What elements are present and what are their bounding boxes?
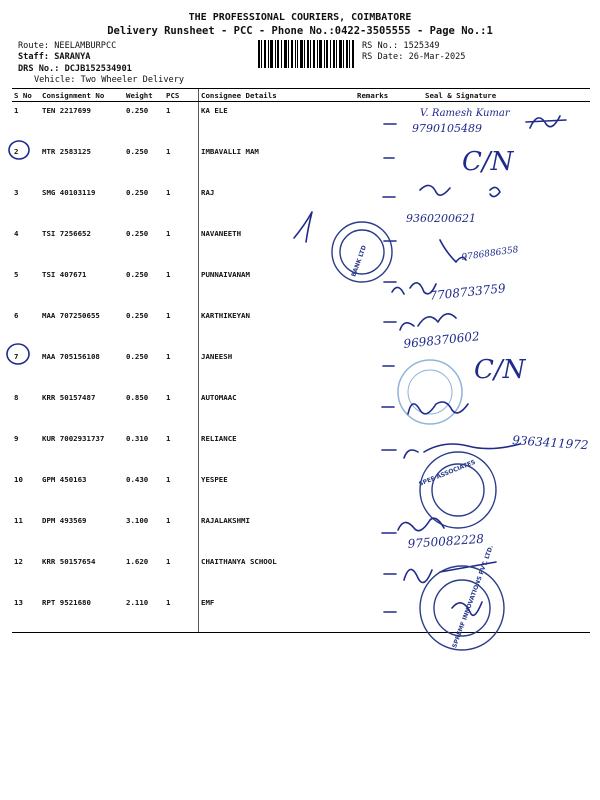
- cell-remarks: [355, 553, 399, 594]
- cell-pcs: 1: [166, 557, 171, 566]
- cell-signature: [399, 307, 590, 348]
- cell-pcs: 1: [166, 229, 171, 238]
- cell-weight: 0.850: [126, 393, 149, 402]
- cell-signature: [399, 184, 590, 225]
- cell-pcs: 1: [166, 516, 171, 525]
- cell-consignment: KRR 50157487: [42, 393, 96, 402]
- cell-sno: 2: [14, 147, 19, 156]
- cell-sno: 12: [14, 557, 23, 566]
- table-row: [12, 389, 590, 430]
- cell-consignment: TSI 7256652: [42, 229, 91, 238]
- cell-remarks: [355, 102, 399, 144]
- cell-consignee: EMF: [199, 594, 356, 633]
- cell-consignee: RELIANCE: [199, 430, 356, 471]
- cell-remarks: [355, 266, 399, 307]
- rs-number: RS No.: 1525349: [362, 41, 440, 51]
- cell-consignee: YESPEE: [199, 471, 356, 512]
- cell-sno: 3: [14, 188, 19, 197]
- hw-mark-row2: C/N: [462, 147, 514, 177]
- cell-remarks: [355, 307, 399, 348]
- cell-consignment: DPM 493569: [42, 516, 87, 525]
- col-consignee: Consignee Details: [199, 89, 356, 102]
- cell-consignment: MAA 705156108: [42, 352, 100, 361]
- cell-weight: 0.250: [126, 188, 149, 197]
- cell-consignment: RPT 9521680: [40, 594, 124, 633]
- cell-weight: 0.250: [126, 106, 149, 115]
- cell-signature: [399, 594, 590, 633]
- svg-text:SPEE ASSOCIATES: SPEE ASSOCIATES: [417, 458, 477, 488]
- col-pcs: PCS: [164, 89, 199, 102]
- col-signature: Seal & Signature: [399, 89, 590, 102]
- cell-signature: [399, 143, 590, 184]
- table-header-row: [12, 89, 590, 102]
- cell-pcs: 1: [164, 594, 199, 633]
- hw-phone-row11: 9750082228: [407, 531, 485, 551]
- cell-consignee: IMBAVALLI MAM: [199, 143, 356, 184]
- runsheet-table: [12, 88, 590, 633]
- col-remarks: Remarks: [355, 89, 399, 102]
- cell-pcs: 1: [166, 475, 171, 484]
- cell-signature: [399, 389, 590, 430]
- cell-consignee: JANEESH: [199, 348, 356, 389]
- cell-signature: [399, 266, 590, 307]
- cell-remarks: [355, 389, 399, 430]
- cell-weight: 0.250: [126, 229, 149, 238]
- company-title: THE PROFESSIONAL COURIERS, COIMBATORE: [188, 12, 412, 23]
- runsheet-subtitle: Delivery Runsheet - PCC - Phone No.:0422-3505555 - Page No.:1: [107, 25, 493, 37]
- barcode-image: [258, 40, 354, 68]
- cell-weight: 2.110: [124, 594, 164, 633]
- cell-weight: 0.430: [126, 475, 149, 484]
- cell-consignee: CHAITHANYA SCHOOL: [199, 553, 356, 594]
- cell-sno: 4: [14, 229, 19, 238]
- cell-sno: 6: [14, 311, 19, 320]
- col-consignment: Consignment No: [40, 89, 124, 102]
- staff-label: Staff: SARANYA: [18, 52, 91, 62]
- cell-consignee: PUNNAIVANAM: [199, 266, 356, 307]
- col-sno: S No: [12, 89, 40, 102]
- cell-consignment: MTR 2583125: [42, 147, 91, 156]
- cell-sno: 1: [14, 106, 19, 115]
- cell-pcs: 1: [166, 188, 171, 197]
- cell-consignment: TSI 407671: [42, 270, 87, 279]
- table-row: [12, 553, 590, 594]
- vehicle-label: Vehicle: Two Wheeler Delivery: [34, 75, 185, 85]
- table-row: [12, 102, 590, 144]
- table-row: [12, 225, 590, 266]
- cell-weight: 1.620: [126, 557, 149, 566]
- cell-signature: [399, 225, 590, 266]
- cell-weight: 0.250: [126, 270, 149, 279]
- hw-phone-row5: 7708733759: [428, 281, 507, 303]
- table-row: [12, 266, 590, 307]
- cell-pcs: 1: [166, 147, 171, 156]
- cell-weight: 0.250: [126, 352, 149, 361]
- table-row: [12, 348, 590, 389]
- col-weight: Weight: [124, 89, 164, 102]
- table-row: [12, 512, 590, 553]
- hw-phone-row9: 9363411972: [511, 433, 589, 453]
- hw-phone-row6: 9698370602: [402, 329, 481, 351]
- cell-consignee: RAJALAKSHMI: [199, 512, 356, 553]
- cell-sno: 9: [14, 434, 19, 443]
- cell-remarks: [355, 471, 399, 512]
- rs-date: RS Date: 26-Mar-2025: [362, 52, 466, 62]
- cell-signature: [399, 430, 590, 471]
- table-row: [12, 430, 590, 471]
- cell-weight: 0.250: [126, 311, 149, 320]
- table-row: [12, 471, 590, 512]
- cell-signature: [399, 471, 590, 512]
- cell-consignee: NAVANEETH: [199, 225, 356, 266]
- cell-remarks: [355, 348, 399, 389]
- cell-sno: 11: [14, 516, 23, 525]
- cell-signature: [399, 553, 590, 594]
- cell-pcs: 1: [166, 434, 171, 443]
- hw-name-row1: V. Ramesh Kumar: [420, 108, 510, 119]
- cell-sno: 13: [12, 594, 40, 633]
- table-row: [12, 307, 590, 348]
- cell-pcs: 1: [166, 106, 171, 115]
- svg-text:BANK LTD: BANK LTD: [350, 244, 369, 278]
- cell-remarks: [355, 184, 399, 225]
- hw-phone-row1: 9790105489: [412, 122, 482, 135]
- cell-signature: [399, 102, 590, 144]
- cell-pcs: 1: [166, 270, 171, 279]
- cell-signature: [399, 348, 590, 389]
- cell-consignment: SMG 40103119: [42, 188, 96, 197]
- cell-remarks: [355, 225, 399, 266]
- cell-consignee: KARTHIKEYAN: [199, 307, 356, 348]
- cell-weight: 0.250: [126, 147, 149, 156]
- hw-phone-row4: 9786886358: [461, 245, 520, 263]
- cell-remarks: [355, 594, 399, 633]
- cell-remarks: [355, 143, 399, 184]
- cell-consignee: AUTOMAAC: [199, 389, 356, 430]
- cell-consignment: KUR 7002931737: [42, 434, 105, 443]
- cell-remarks: [355, 430, 399, 471]
- cell-consignee: RAJ: [199, 184, 356, 225]
- route-label: Route: NEELAMBURPCC: [18, 41, 117, 51]
- table-row: [12, 594, 590, 633]
- cell-sno: 8: [14, 393, 19, 402]
- cell-pcs: 1: [166, 311, 171, 320]
- cell-pcs: 1: [166, 352, 171, 361]
- cell-consignment: GPM 450163: [42, 475, 87, 484]
- cell-consignment: MAA 707250655: [42, 311, 100, 320]
- svg-text:SPREMF INNOVATIONS PVT. LTD.: SPREMF INNOVATIONS PVT. LTD.: [451, 544, 495, 650]
- cell-sno: 10: [14, 475, 23, 484]
- cell-sno: 5: [14, 270, 19, 279]
- cell-consignment: KRR 50157654: [42, 557, 96, 566]
- drs-number: DRS No.: DCJB152534901: [18, 64, 132, 74]
- cell-sno: 7: [14, 352, 19, 361]
- hw-mark-row7: C/N: [474, 355, 526, 385]
- table-row: [12, 143, 590, 184]
- cell-weight: 0.310: [126, 434, 149, 443]
- cell-consignee: KA ELE: [199, 102, 356, 144]
- cell-weight: 3.100: [126, 516, 149, 525]
- cell-remarks: [355, 512, 399, 553]
- hw-phone-row3: 9360200621: [406, 212, 476, 225]
- table-row: [12, 184, 590, 225]
- cell-consignment: TEN 2217699: [42, 106, 91, 115]
- cell-signature: [399, 512, 590, 553]
- cell-pcs: 1: [166, 393, 171, 402]
